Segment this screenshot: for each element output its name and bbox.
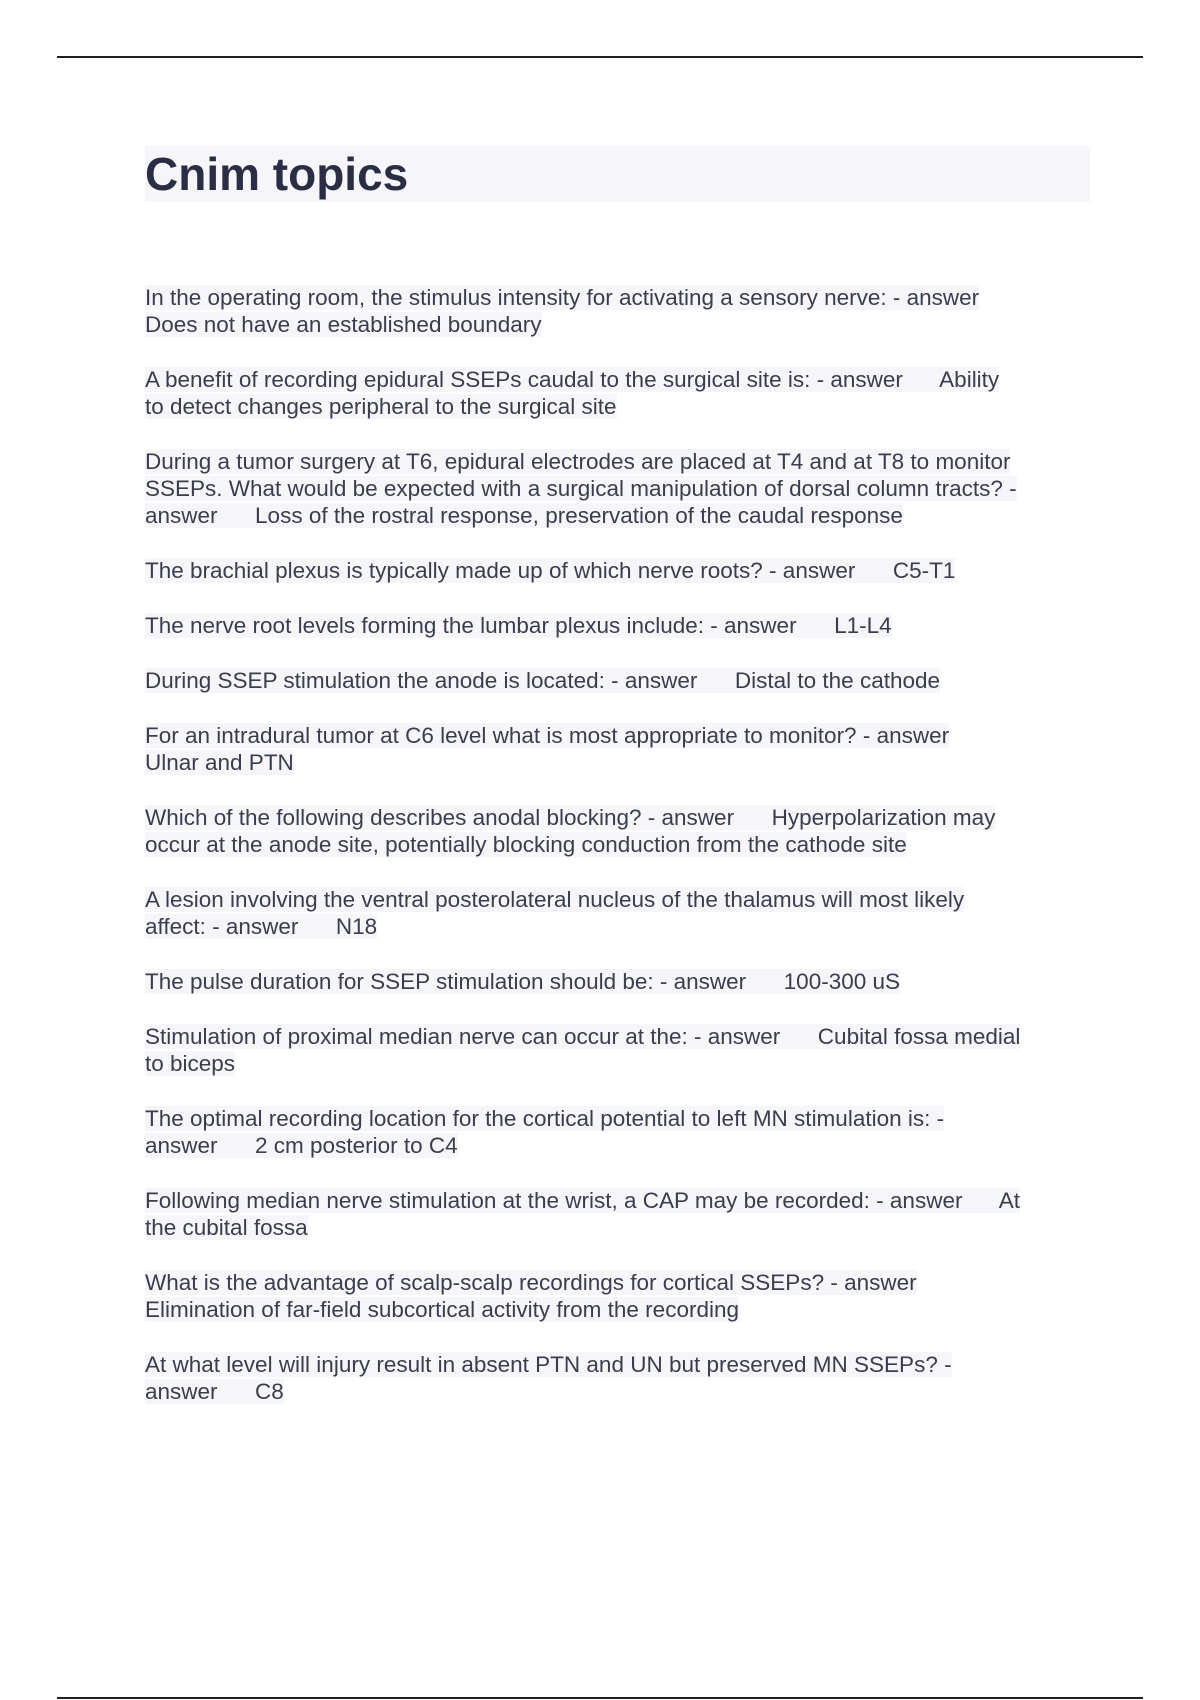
- qa-text: During SSEP stimulation the anode is located: - answer Distal to the cathode: [145, 668, 941, 693]
- qa-item: [145, 366, 1090, 420]
- qa-text: The brachial plexus is typically made up of which nerve roots? - answer C5-T1: [145, 558, 956, 583]
- qa-item: [145, 1269, 1090, 1323]
- qa-item: [145, 1187, 1090, 1241]
- qa-text: What is the advantage of scalp-scalp recordings for cortical SSEPs? - answer Elimination of far-field subcortical activity from the recording: [145, 1270, 917, 1322]
- qa-item: [145, 1351, 1090, 1405]
- qa-item: [145, 804, 1090, 858]
- qa-item: [145, 1105, 1090, 1159]
- qa-text: The nerve root levels forming the lumbar plexus include: - answer L1-L4: [145, 613, 892, 638]
- qa-text: In the operating room, the stimulus intensity for activating a sensory nerve: - answer Does not have an established boundary: [145, 285, 980, 337]
- top-rule: [57, 56, 1143, 58]
- qa-item: [145, 968, 1090, 995]
- qa-text: A lesion involving the ventral posterolateral nucleus of the thalamus will most likely affect: - answer N18: [145, 887, 965, 939]
- qa-item: [145, 557, 1090, 584]
- qa-text: At what level will injury result in absent PTN and UN but preserved MN SSEPs? - answer C8: [145, 1352, 952, 1404]
- qa-item: [145, 284, 1090, 338]
- qa-list: [145, 284, 1090, 1433]
- qa-text: Following median nerve stimulation at the wrist, a CAP may be recorded: - answer At the cubital fossa: [145, 1188, 1020, 1240]
- qa-item: [145, 667, 1090, 694]
- qa-text: Stimulation of proximal median nerve can occur at the: - answer Cubital fossa medial to biceps: [145, 1024, 1021, 1076]
- qa-text: A benefit of recording epidural SSEPs caudal to the surgical site is: - answer Ability to detect changes peripheral to the surgical site: [145, 367, 1000, 419]
- qa-text: Which of the following describes anodal blocking? - answer Hyperpolarization may occur at the anode site, potentially blocking conduction from the cathode site: [145, 805, 996, 857]
- qa-item: [145, 612, 1090, 639]
- qa-text: For an intradural tumor at C6 level what is most appropriate to monitor? - answer Ulnar and PTN: [145, 723, 950, 775]
- bottom-rule: [57, 1697, 1143, 1699]
- qa-text: The pulse duration for SSEP stimulation should be: - answer 100-300 uS: [145, 969, 901, 994]
- qa-item: [145, 448, 1090, 529]
- qa-item: [145, 1023, 1090, 1077]
- qa-text: The optimal recording location for the cortical potential to left MN stimulation is: - answer 2 cm posterior to C4: [145, 1106, 945, 1158]
- qa-item: [145, 886, 1090, 940]
- qa-item: [145, 722, 1090, 776]
- qa-text: During a tumor surgery at T6, epidural electrodes are placed at T4 and at T8 to monitor SSEPs. What would be expected with a surgical manipulation of dorsal column tracts? - answer Loss of the rostral response, preservation of the caudal response: [145, 449, 1017, 528]
- page-title: Cnim topics: [145, 146, 1090, 202]
